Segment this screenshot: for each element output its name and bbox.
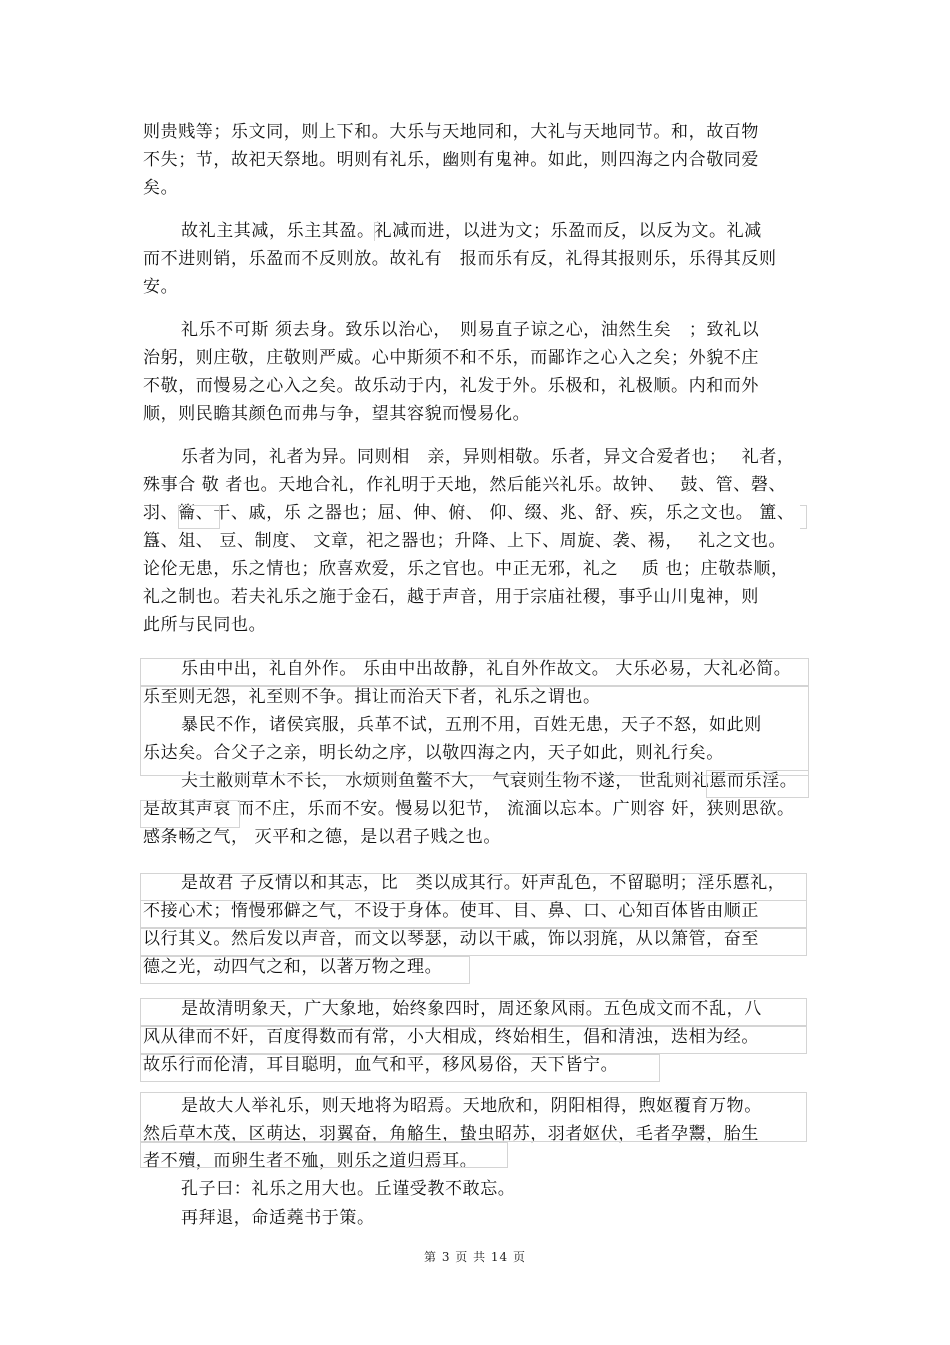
text-line: 礼乐不可斯 须去身。致乐以治心， 则易直子谅之心，油然生矣 ；致礼以 — [181, 320, 760, 340]
text-line: 是故君 子反情以和其志，比 类以成其行。奸声乱色，不留聪明；淫乐慝礼， — [181, 873, 786, 893]
text-line: 则贵贱等；乐文同，则上下和。大乐与天地同和，大礼与天地同节。和，故百物 — [143, 122, 759, 142]
text-line: 不敬，而慢易之心入之矣。故乐动于内，礼发于外。乐极和，礼极顺。内和而外 — [143, 376, 759, 396]
text-line: 乐达矣。合父子之亲，明长幼之序，以敬四海之内，天子如此，则礼行矣。 — [143, 743, 724, 763]
text-line: 不接心术；惰慢邪僻之气，不设于身体。使耳、目、鼻、口、心知百体皆由顺正 — [143, 901, 759, 921]
text-line: 以行其义。然后发以声音，而文以琴瑟，动以干戚，饰以羽旄，从以箫管，奋至 — [143, 929, 759, 949]
text-line: 矣。 — [143, 178, 179, 198]
text-line: 是故大人举礼乐，则天地将为昭焉。天地欣和，阴阳相得，煦妪覆育万物。 — [181, 1096, 762, 1116]
text-line: 故礼主其减，乐主其盈。礼减而进，以进为文；乐盈而反，以反为文。礼减 — [181, 221, 762, 241]
text-line: 感条畅之气， 灭平和之德，是以君子贱之也。 — [143, 827, 502, 847]
text-line: 礼之制也。若夫礼乐之施于金石，越于声音，用于宗庙社稷，事乎山川鬼神，则 — [143, 587, 759, 607]
text-line: 风从律而不奸，百度得数而有常，小大相成，终始相生，倡和清浊，迭相为经。 — [143, 1027, 759, 1047]
page-footer: 第 3 页 共 14 页 — [424, 1250, 526, 1264]
text-line: 论伦无患，乐之情也；欣喜欢爱，乐之官也。中正无邪，礼之 质 也；庄敬恭顺， — [143, 559, 789, 579]
text-line: 然后草木茂，区萌达，羽翼奋，角觡生，蛰虫昭苏，羽者妪伏，毛者孕鬻，胎生 — [143, 1124, 759, 1144]
text-line: 者不殰，而卵生者不殈，则乐之道归焉耳。 — [143, 1151, 478, 1171]
text-line: 安。 — [143, 277, 179, 297]
text-line: 乐由中出，礼自外作。 乐由中出故静，礼自外作故文。 大乐必易，大礼必简。 — [181, 659, 792, 679]
text-line: 德之光，动四气之和，以著万物之理。 — [143, 957, 443, 977]
text-line: 夫土敝则草木不长， 水烦则鱼鳖不大， 气衰则生物不遂， 世乱则礼慝而乐淫。 — [181, 771, 798, 791]
text-line: 乐者为同，礼者为异。同则相 亲，异则相敬。乐者，异文合爱者也； 礼者， — [181, 447, 795, 467]
text-line: 乐至则无怨，礼至则不争。揖让而治天下者，礼乐之谓也。 — [143, 687, 601, 707]
text-line: 羽、籥、干、戚，乐 之器也；屈、伸、俯、 仰、缀、兆、舒、疾，乐之文也。 簠、 — [143, 503, 795, 523]
text-line: 殊事合 敬 者也。天地合礼，作礼明于天地，然后能兴礼乐。故钟、 鼓、管、磬、 — [143, 475, 787, 495]
text-line: 治躬，则庄敬，庄敬则严威。心中斯须不和不乐，而鄙诈之心入之矣；外貌不庄 — [143, 348, 759, 368]
text-line: 再拜退，命适蕘书于策。 — [181, 1208, 375, 1228]
text-line: 不失；节，故祀天祭地。明则有礼乐，幽则有鬼神。如此，则四海之内合敬同爱 — [143, 150, 759, 170]
scan-frame — [800, 505, 807, 529]
text-line: 顺，则民瞻其颜色而弗与争，望其容貌而慢易化。 — [143, 404, 531, 424]
text-line: 此所与民同也。 — [143, 615, 267, 635]
text-line: 簋、俎、 豆、制度、 文章，祀之器也；升降、上下、周旋、袭、裼， 礼之文也。 — [143, 531, 787, 551]
text-line: 孔子曰：礼乐之用大也。丘谨受教不敢忘。 — [181, 1179, 516, 1199]
text-line: 是故其声哀 而不庄，乐而不安。慢易以犯节， 流湎以忘本。广则容 奸，狭则思欲。 — [143, 799, 795, 819]
text-line: 是故清明象天，广大象地，始终象四时，周还象风雨。五色成文而不乱，八 — [181, 999, 762, 1019]
text-line: 暴民不作，诸侯宾服，兵革不试，五刑不用，百姓无患，天子不怒，如此则 — [181, 715, 762, 735]
text-line: 故乐行而伦清，耳目聪明，血气和平，移风易俗，天下皆宁。 — [143, 1055, 619, 1075]
text-line: 而不进则销，乐盈而不反则放。故礼有 报而乐有反，礼得其报则乐，乐得其反则 — [143, 249, 777, 269]
